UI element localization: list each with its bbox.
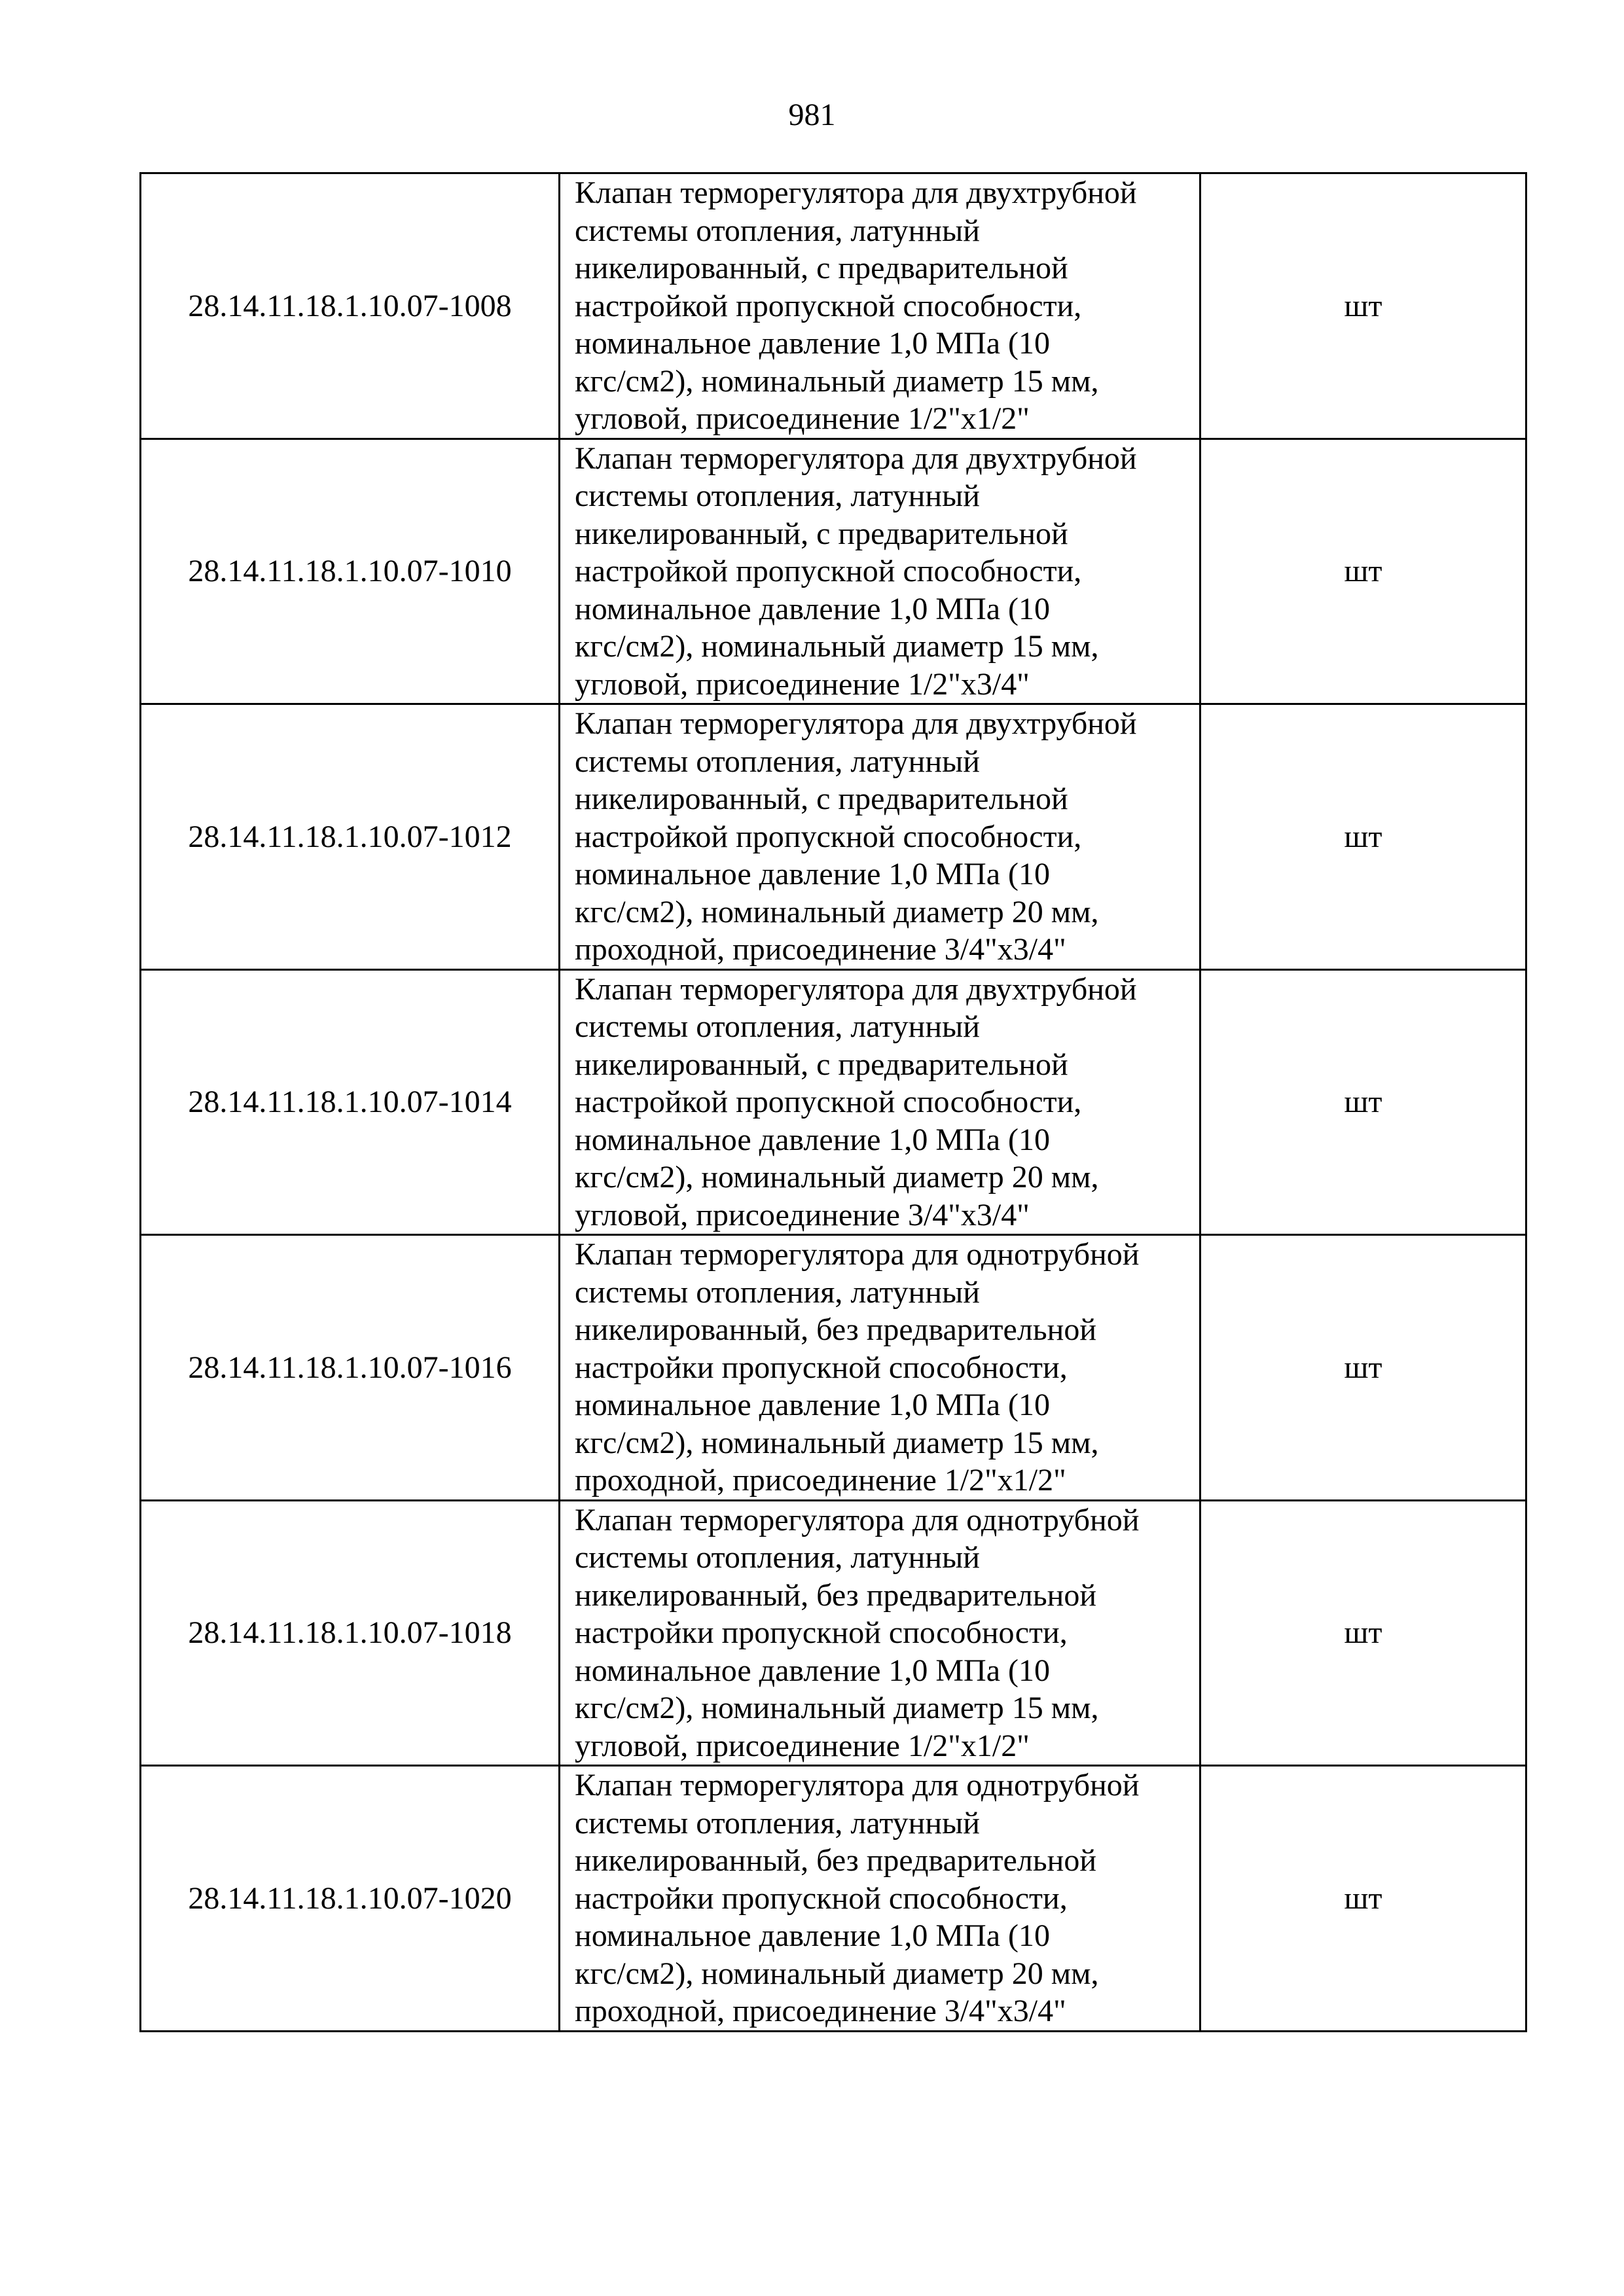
resource-name-line: проходной, присоединение 3/4"х3/4": [575, 932, 1066, 967]
unit-cell: шт: [1200, 173, 1526, 439]
resource-name-line: настройкой пропускной способности,: [575, 554, 1082, 588]
resource-name-line: системы отопления, латунный: [575, 1009, 980, 1044]
resource-code-cell: 28.14.11.18.1.10.07-1016: [141, 1235, 560, 1501]
resource-name-line: никелированный, без предварительной: [575, 1843, 1097, 1878]
resource-name-line: номинальное давление 1,0 МПа (10: [575, 1122, 1050, 1157]
resource-name-line: кгс/см2), номинальный диаметр 20 мм,: [575, 894, 1099, 929]
resource-name-line: настройки пропускной способности,: [575, 1350, 1068, 1385]
resource-name-line: никелированный, без предварительной: [575, 1312, 1097, 1347]
unit-cell: шт: [1200, 1500, 1526, 1766]
table-row: [141, 1766, 1526, 2032]
resource-name-cell: [560, 1766, 1200, 2032]
resource-name-line: никелированный, с предварительной: [575, 251, 1068, 285]
resource-name-line: системы отопления, латунный: [575, 1540, 980, 1575]
resource-name-cell: [560, 969, 1200, 1235]
resource-code-cell: 28.14.11.18.1.10.07-1012: [141, 704, 560, 970]
resource-name-line: системы отопления, латунный: [575, 213, 980, 248]
resource-code-cell: 28.14.11.18.1.10.07-1008: [141, 173, 560, 439]
resource-name-cell: [560, 173, 1200, 439]
resource-name-cell: [560, 1500, 1200, 1766]
resource-name-line: Клапан терморегулятора для однотрубной: [575, 1237, 1140, 1272]
resource-name-line: никелированный, с предварительной: [575, 781, 1068, 816]
unit-cell: шт: [1200, 969, 1526, 1235]
resource-name-line: угловой, присоединение 1/2"х3/4": [575, 666, 1030, 702]
unit-cell: шт: [1200, 1766, 1526, 2032]
resource-name-line: кгс/см2), номинальный диаметр 15 мм,: [575, 363, 1099, 399]
resource-name-line: настройки пропускной способности,: [575, 1880, 1068, 1916]
resource-name-line: Клапан терморегулятора для однотрубной: [575, 1768, 1140, 1803]
unit-cell: шт: [1200, 704, 1526, 970]
resource-name-line: настройкой пропускной способности,: [575, 819, 1082, 854]
unit-cell: шт: [1200, 1235, 1526, 1501]
resource-name-line: Клапан терморегулятора для двухтрубной: [575, 175, 1137, 210]
resource-name-line: системы отопления, латунный: [575, 1805, 980, 1840]
resource-table: [139, 172, 1527, 2032]
resource-name-line: номинальное давление 1,0 МПа (10: [575, 591, 1050, 626]
resource-name-line: никелированный, без предварительной: [575, 1577, 1097, 1613]
resource-name-line: никелированный, с предварительной: [575, 1047, 1068, 1082]
table-body: [141, 173, 1526, 2032]
unit-cell: шт: [1200, 439, 1526, 704]
resource-name-line: Клапан терморегулятора для двухтрубной: [575, 440, 1137, 476]
resource-name-line: угловой, присоединение 3/4"х3/4": [575, 1197, 1030, 1232]
table-row: [141, 969, 1526, 1235]
resource-name-line: угловой, присоединение 1/2"х1/2": [575, 401, 1030, 436]
resource-code-cell: 28.14.11.18.1.10.07-1020: [141, 1766, 560, 2032]
resource-name-line: номинальное давление 1,0 МПа (10: [575, 326, 1050, 361]
resource-code-cell: 28.14.11.18.1.10.07-1014: [141, 969, 560, 1235]
resource-name-line: настройки пропускной способности,: [575, 1615, 1068, 1650]
table-row: [141, 704, 1526, 970]
resource-name-line: номинальное давление 1,0 МПа (10: [575, 1918, 1050, 1953]
resource-name-line: номинальное давление 1,0 МПа (10: [575, 857, 1050, 891]
resource-name-line: системы отопления, латунный: [575, 1274, 980, 1310]
resource-name-line: кгс/см2), номинальный диаметр 15 мм,: [575, 1425, 1099, 1460]
table-row: [141, 173, 1526, 439]
resource-name-line: кгс/см2), номинальный диаметр 20 мм,: [575, 1956, 1099, 1991]
resource-code-cell: 28.14.11.18.1.10.07-1010: [141, 439, 560, 704]
resource-name-line: Клапан терморегулятора для двухтрубной: [575, 971, 1137, 1007]
resource-name-line: угловой, присоединение 1/2"х1/2": [575, 1728, 1030, 1763]
resource-name-line: кгс/см2), номинальный диаметр 20 мм,: [575, 1160, 1099, 1194]
resource-name-line: кгс/см2), номинальный диаметр 15 мм,: [575, 629, 1099, 664]
resource-name-cell: [560, 704, 1200, 970]
resource-name-line: номинальное давление 1,0 МПа (10: [575, 1653, 1050, 1688]
resource-name-line: проходной, присоединение 1/2"х1/2": [575, 1463, 1066, 1498]
page-number: 981: [788, 98, 836, 132]
resource-name-line: Клапан терморегулятора для однотрубной: [575, 1502, 1140, 1537]
resource-name-line: системы отопления, латунный: [575, 478, 980, 513]
resource-name-line: Клапан терморегулятора для двухтрубной: [575, 706, 1137, 741]
resource-name-line: никелированный, с предварительной: [575, 516, 1068, 551]
resource-name-cell: [560, 1235, 1200, 1501]
resource-name-line: проходной, присоединение 3/4"х3/4": [575, 1994, 1066, 2028]
table-row: [141, 1235, 1526, 1501]
resource-name-line: кгс/см2), номинальный диаметр 15 мм,: [575, 1691, 1099, 1725]
resource-code-cell: 28.14.11.18.1.10.07-1018: [141, 1500, 560, 1766]
resource-name-line: настройкой пропускной способности,: [575, 1085, 1082, 1119]
resource-name-line: системы отопления, латунный: [575, 744, 980, 779]
resource-name-line: настройкой пропускной способности,: [575, 288, 1082, 323]
resource-name-cell: [560, 439, 1200, 704]
resource-name-line: номинальное давление 1,0 МПа (10: [575, 1388, 1050, 1422]
table-row: [141, 439, 1526, 704]
table-row: [141, 1500, 1526, 1766]
